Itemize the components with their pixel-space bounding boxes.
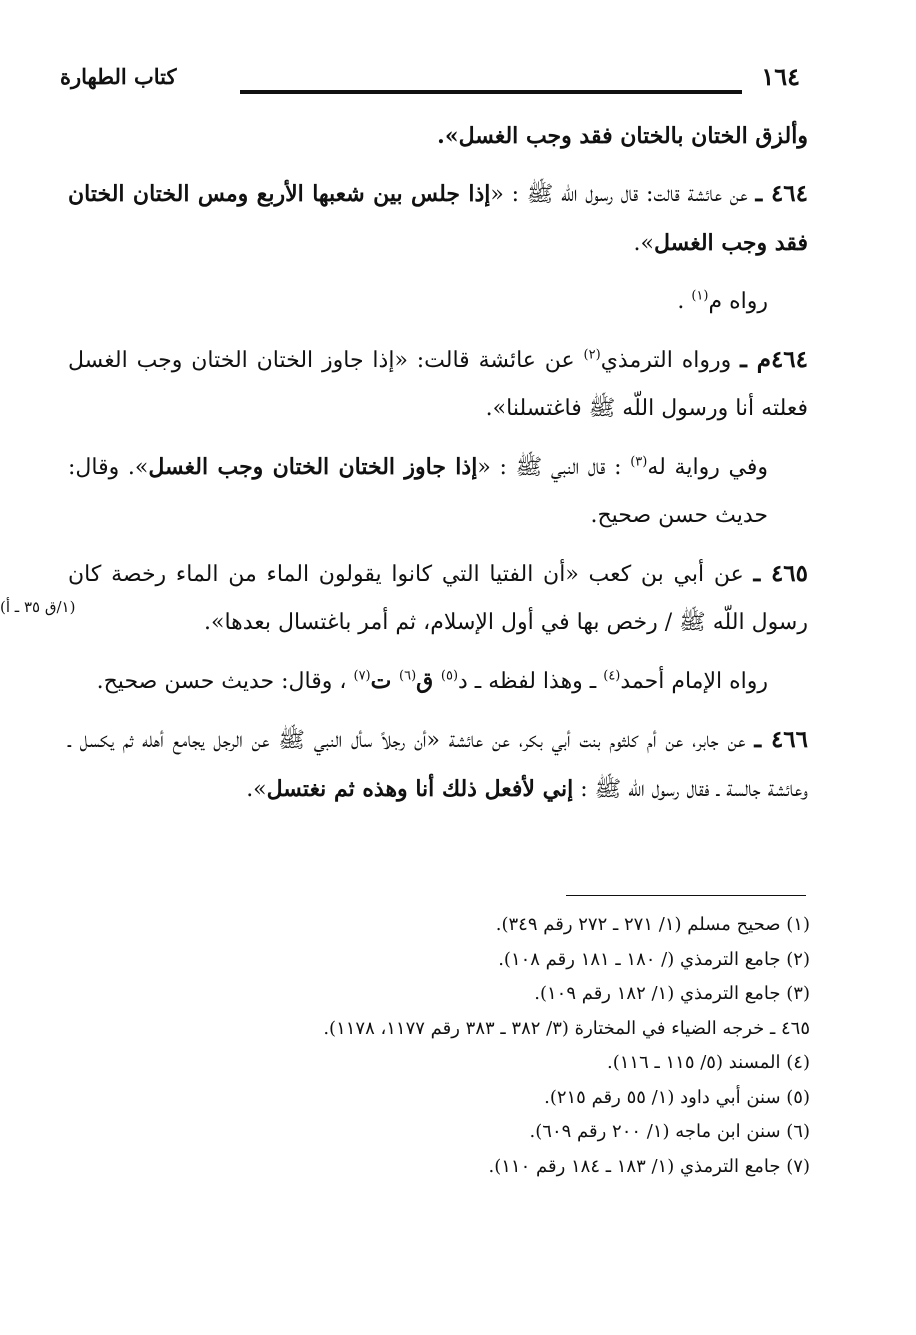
hadith-text: ورواه الترمذي [600,348,732,373]
riwaya-text: وفي رواية له [647,455,768,480]
footnote-ref: (٤) [603,668,621,684]
hadith-text: عن جابر، عن أم كلثوم بنت أبي بكر، عن عائشة «أن رجلاً سأل النبي ﷺ عن الرجل يجامع أهله ثم يكسل ـ وعائشة جالسة ـ فقال رسول اللّه ﷺ : [68,728,808,802]
hadith-text: عن عائشة قالت: «إذا جاوز الختان الختان وجب الغسل فعلته أنا ورسول اللّه ﷺ فاغتسلنا». [68,348,808,421]
footnote-item: (٣) جامع الترمذي (١/ ١٨٢ رقم ١٠٩). [534,983,810,1004]
hadith-465 [68,550,808,647]
footnote-ref: (٣) [630,454,648,470]
riwaya-text: ـ وهذا لفظه ـ د [458,669,604,694]
footnote-item: (٤) المسند (٥/ ١١٥ ـ ١١٦). [607,1052,810,1073]
footnote-item: (١) صحيح مسلم (١/ ٢٧١ ـ ٢٧٢ رقم ٣٤٩). [495,914,810,935]
riwaya-465 [68,657,808,706]
riwaya-text: : قال النبي ﷺ : « [477,455,631,480]
header-rule [240,90,742,94]
footnote-ref: (٢) [583,347,601,363]
footnote-item: (٥) سنن أبي داود (١/ ٥٥ رقم ٢١٥). [544,1086,810,1108]
quote-close: ». [246,777,267,802]
continuation-paragraph: وألزق الختان بالختان فقد وجب الغسل». [437,123,808,149]
footnote-item: ٤٦٥ ـ خرجه الضياء في المختارة (٣/ ٣٨٢ ـ ٣٨٣ رقم ١١٧٧، ١١٧٨). [323,1017,810,1039]
riwaya-text: رواه الإمام أحمد [620,669,768,694]
footnote-ref: (٧) [353,668,371,684]
quote-close: ». [633,231,654,256]
riwaya-464 [68,278,808,326]
footnote-item: (٦) سنن ابن ماجه (١/ ٢٠٠ رقم ٦٠٩). [529,1121,810,1142]
main-text [68,112,808,824]
footnote-item: (٢) جامع الترمذي (/ ١٨٠ ـ ١٨١ رقم ١٠٨). [498,948,810,970]
margin-manuscript-note: (١/ق ٣٥ ـ أ) [0,598,76,616]
footnote-item: (٧) جامع الترمذي (١/ ١٨٣ ـ ١٨٤ رقم ١١٠). [488,1155,810,1177]
hadith-466 [68,716,808,814]
riwaya-end: . [677,289,692,314]
riwaya-464m [68,443,808,540]
hadith-matn: إذا جاوز الختان الختان وجب الغسل [148,454,478,480]
hadith-text: عن أبي بن كعب «أن الفتيا التي كانوا يقولون الماء من الماء رخصة كان رسول اللّه ﷺ / رخص بها في أول الإسلام، ثم أمر باغتسال بعدها». [68,562,808,635]
hadith-matn: إذا جلس بين شعبها الأربع ومس الختان الختان فقد وجب الغسل [68,181,808,256]
riwaya-text: ، وقال: حديث حسن صحيح. [96,669,354,694]
footnote-ref: (٥) [440,668,459,684]
riwaya-text: ق [416,668,441,694]
hadith-matn: إني لأفعل ذلك أنا وهذه ثم نغتسل [266,776,574,802]
footnotes [190,908,810,1184]
footnote-rule [566,895,806,896]
hadith-number: ٤٦٤م ـ [740,346,808,373]
page-header [60,62,800,102]
riwaya-text: ت [370,668,399,694]
riwaya-text: ». وقال: حديث حسن صحيح. [68,455,768,528]
hadith-number: ٤٦٤ ـ [755,180,808,207]
hadith-number: ٤٦٦ ـ [754,726,808,753]
footnote-ref: (٦) [399,668,417,684]
hadith-text: عن عائشة قالت: قال رسول اللّه ﷺ : « [490,182,748,207]
footnote-ref: (١) [691,288,709,304]
riwaya-text: رواه م [708,289,768,314]
page-number: ١٦٤ [761,62,800,91]
hadith-464m [68,336,808,433]
book-title: كتاب الطهارة [60,64,177,89]
hadith-464 [68,170,808,268]
hadith-number: ٤٦٥ ـ [753,560,808,587]
